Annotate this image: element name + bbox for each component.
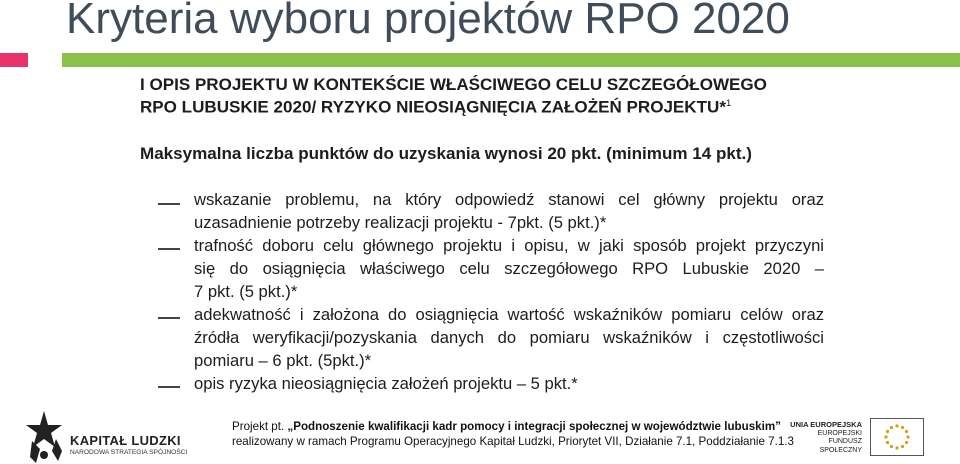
criterion-4-line-1: opis ryzyka nieosiągnięcia założeń projektu – 5 pkt.* <box>194 374 578 393</box>
scanned-document <box>118 70 856 400</box>
criterion-2-line-2: się do osiągnięcia właściwego celu szczegółowego RPO Lubuskie 2020 – <box>194 259 824 278</box>
criterion-1-line-1: wskazanie problemu, na który odpowiedź stanowi cel główny projektu oraz <box>194 190 824 209</box>
eu-line-1: UNIA EUROPEJSKA <box>790 420 862 429</box>
slide-title: Kryteria wyboru projektów RPO 2020 <box>66 0 790 43</box>
heading-line-1: I OPIS PROJEKTU W KONTEKŚCIE WŁAŚCIWEGO CELU SZCZEGÓŁOWEGO <box>140 76 767 94</box>
bullet-dash <box>158 203 180 205</box>
bullet-dash <box>158 248 180 250</box>
eu-flag-icon <box>871 419 923 455</box>
criterion-3-line-1: adekwatność i założona do osiągnięcia wartość wskaźników pomiaru celów oraz <box>194 305 824 324</box>
project-title: „Podnoszenie kwalifikacji kadr pomocy i integracji społecznej w województwie lubuskim” <box>287 420 781 433</box>
eu-label <box>790 421 862 455</box>
footer <box>0 404 960 464</box>
max-points-line: Maksymalna liczba punktów do uzyskania wynosi 20 pkt. (minimum 14 pkt.) <box>140 145 752 163</box>
project-prefix: Projekt pt. <box>232 420 288 433</box>
heading-line-2-text: RPO LUBUSKIE 2020/ RYZYKO NIEOSIĄGNIĘCIA ZAŁOŻEŃ PROJEKTU* <box>140 98 726 117</box>
criterion-2-line-1: trafność doboru celu głównego projektu i opisu, w jaki sposób projekt przyczyni <box>194 236 824 255</box>
accent-bar-green <box>62 53 960 67</box>
eu-line-2: EUROPEJSKI <box>817 429 862 437</box>
kapital-ludzki-logo-icon <box>22 411 66 463</box>
bullet-dash <box>158 317 180 319</box>
project-line-2: realizowany w ramach Programu Operacyjnego Kapitał Ludzki, Priorytet VII, Działanie 7.1, Poddziałanie 7.1.3 <box>232 434 794 448</box>
accent-bar-pink <box>0 53 28 67</box>
footnote-marker: 1 <box>725 98 732 108</box>
kapital-ludzki-logo <box>22 411 192 463</box>
criterion-3-line-3: pomiaru – 6 pkt. (5pkt.)* <box>194 351 372 370</box>
criterion-2-line-3: 7 pkt. (5 pkt.)* <box>194 282 298 301</box>
project-info <box>232 420 794 449</box>
heading-line-2 <box>140 98 731 117</box>
criterion-1-line-2: uzasadnienie potrzeby realizacji projektu - 7pkt. (5 pkt.)* <box>194 213 607 232</box>
logo-subtitle: NARODOWA STRATEGIA SPÓJNOŚCI <box>70 449 188 456</box>
bullet-dash <box>158 386 180 388</box>
eu-flag <box>870 418 924 456</box>
eu-line-3: FUNDUSZ SPOŁECZNY <box>819 438 862 454</box>
criterion-3-line-2: źródła weryfikacji/pozyskania danych do pomiaru wskaźników i częstotliwości <box>194 328 824 347</box>
logo-name: KAPITAŁ LUDZKI <box>70 433 181 448</box>
project-line-1 <box>232 420 794 435</box>
